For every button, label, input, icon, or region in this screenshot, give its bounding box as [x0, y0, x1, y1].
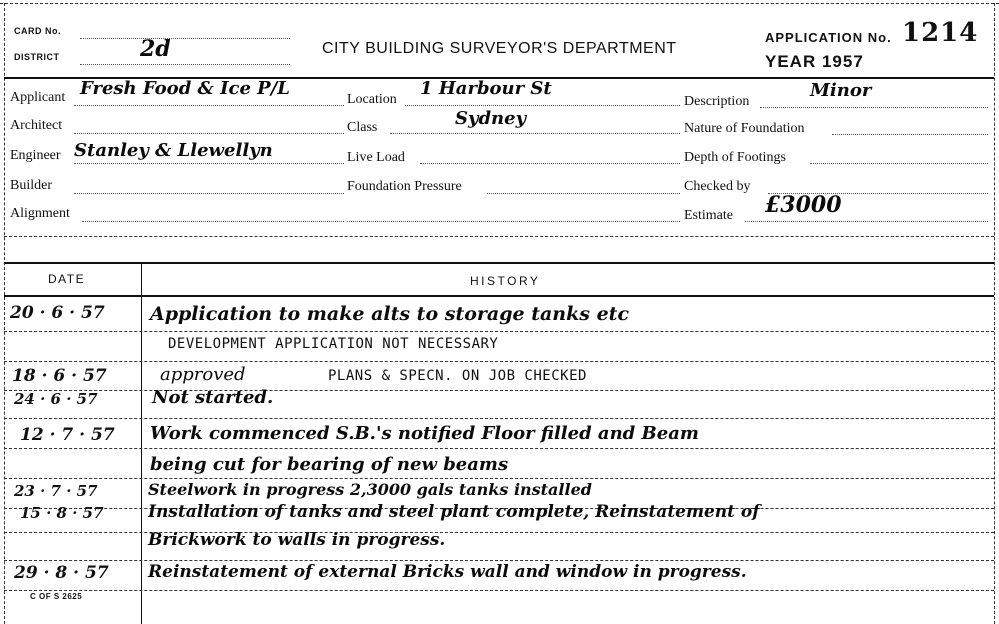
applicant-label: Applicant — [10, 90, 66, 105]
nature-of-foundation-label: Nature of Foundation — [684, 121, 805, 136]
entry-stamp: DEVELOPMENT APPLICATION NOT NECESSARY — [168, 336, 499, 352]
entry-text: approved — [160, 364, 246, 385]
estimate-label: Estimate — [684, 208, 733, 223]
estimate-value: £3000 — [765, 192, 842, 218]
foundation-pressure-label: Foundation Pressure — [347, 179, 462, 194]
district-value: 2d — [140, 36, 171, 62]
department-title: CITY BUILDING SURVEYOR'S DEPARTMENT — [322, 40, 677, 57]
top-border — [0, 3, 999, 4]
entry-text: Reinstatement of external Bricks wall and window in progress. — [148, 562, 747, 582]
entry-date: 20 · 6 · 57 — [10, 303, 105, 323]
class-value: Sydney — [455, 108, 527, 129]
applicant-value: Fresh Food & Ice P/L — [80, 78, 290, 99]
entry-text: Brickwork to walls in progress. — [148, 530, 446, 550]
card-no-label: CARD No. — [14, 26, 61, 36]
fields-bottom-divider — [4, 236, 994, 237]
history-top-rule — [4, 262, 994, 264]
entry-date: 18 · 6 · 57 — [12, 366, 107, 386]
engineer-label: Engineer — [10, 148, 61, 163]
application-number: 1214 — [902, 18, 979, 48]
entry-stamp: PLANS & SPECN. ON JOB CHECKED — [328, 368, 587, 384]
right-border — [994, 3, 995, 624]
entry-date: 12 · 7 · 57 — [20, 425, 115, 445]
year-label: YEAR 1957 — [765, 52, 864, 71]
entry-date: 23 · 7 · 57 — [14, 482, 98, 500]
entry-date: 24 · 6 · 57 — [14, 390, 98, 408]
description-value: Minor — [810, 80, 872, 101]
description-label: Description — [684, 94, 750, 109]
entry-text: Installation of tanks and steel plant complete, Reinstatement of — [148, 502, 760, 522]
entry-text: being cut for bearing of new beams — [150, 454, 509, 475]
date-column-divider — [141, 262, 142, 624]
history-column-header: HISTORY — [470, 274, 541, 288]
live-load-label: Live Load — [347, 150, 405, 165]
entry-text: Work commenced S.B.'s notified Floor filled and Beam — [150, 423, 699, 444]
class-label: Class — [347, 120, 378, 135]
entry-text: Steelwork in progress 2,3000 gals tanks installed — [148, 480, 592, 499]
form-code: C OF S 2625 — [30, 592, 83, 601]
builder-label: Builder — [10, 178, 52, 193]
architect-label: Architect — [10, 118, 63, 133]
entry-text: Application to make alts to storage tanks etc — [150, 303, 630, 325]
entry-text: Not started. — [152, 387, 274, 408]
checked-by-label: Checked by — [684, 179, 751, 194]
date-column-header: DATE — [48, 272, 86, 286]
location-value: 1 Harbour St — [420, 78, 552, 99]
district-label: DISTRICT — [14, 52, 60, 62]
location-label: Location — [347, 92, 397, 107]
entry-date: 29 · 8 · 57 — [14, 563, 109, 583]
engineer-value: Stanley & Llewellyn — [74, 140, 273, 161]
history-header-rule — [4, 295, 994, 297]
left-border — [4, 3, 5, 624]
application-label: APPLICATION No. — [765, 30, 892, 45]
depth-of-footings-label: Depth of Footings — [684, 150, 786, 165]
alignment-label: Alignment — [10, 206, 70, 221]
entry-date: 15 · 8 · 57 — [20, 504, 104, 522]
